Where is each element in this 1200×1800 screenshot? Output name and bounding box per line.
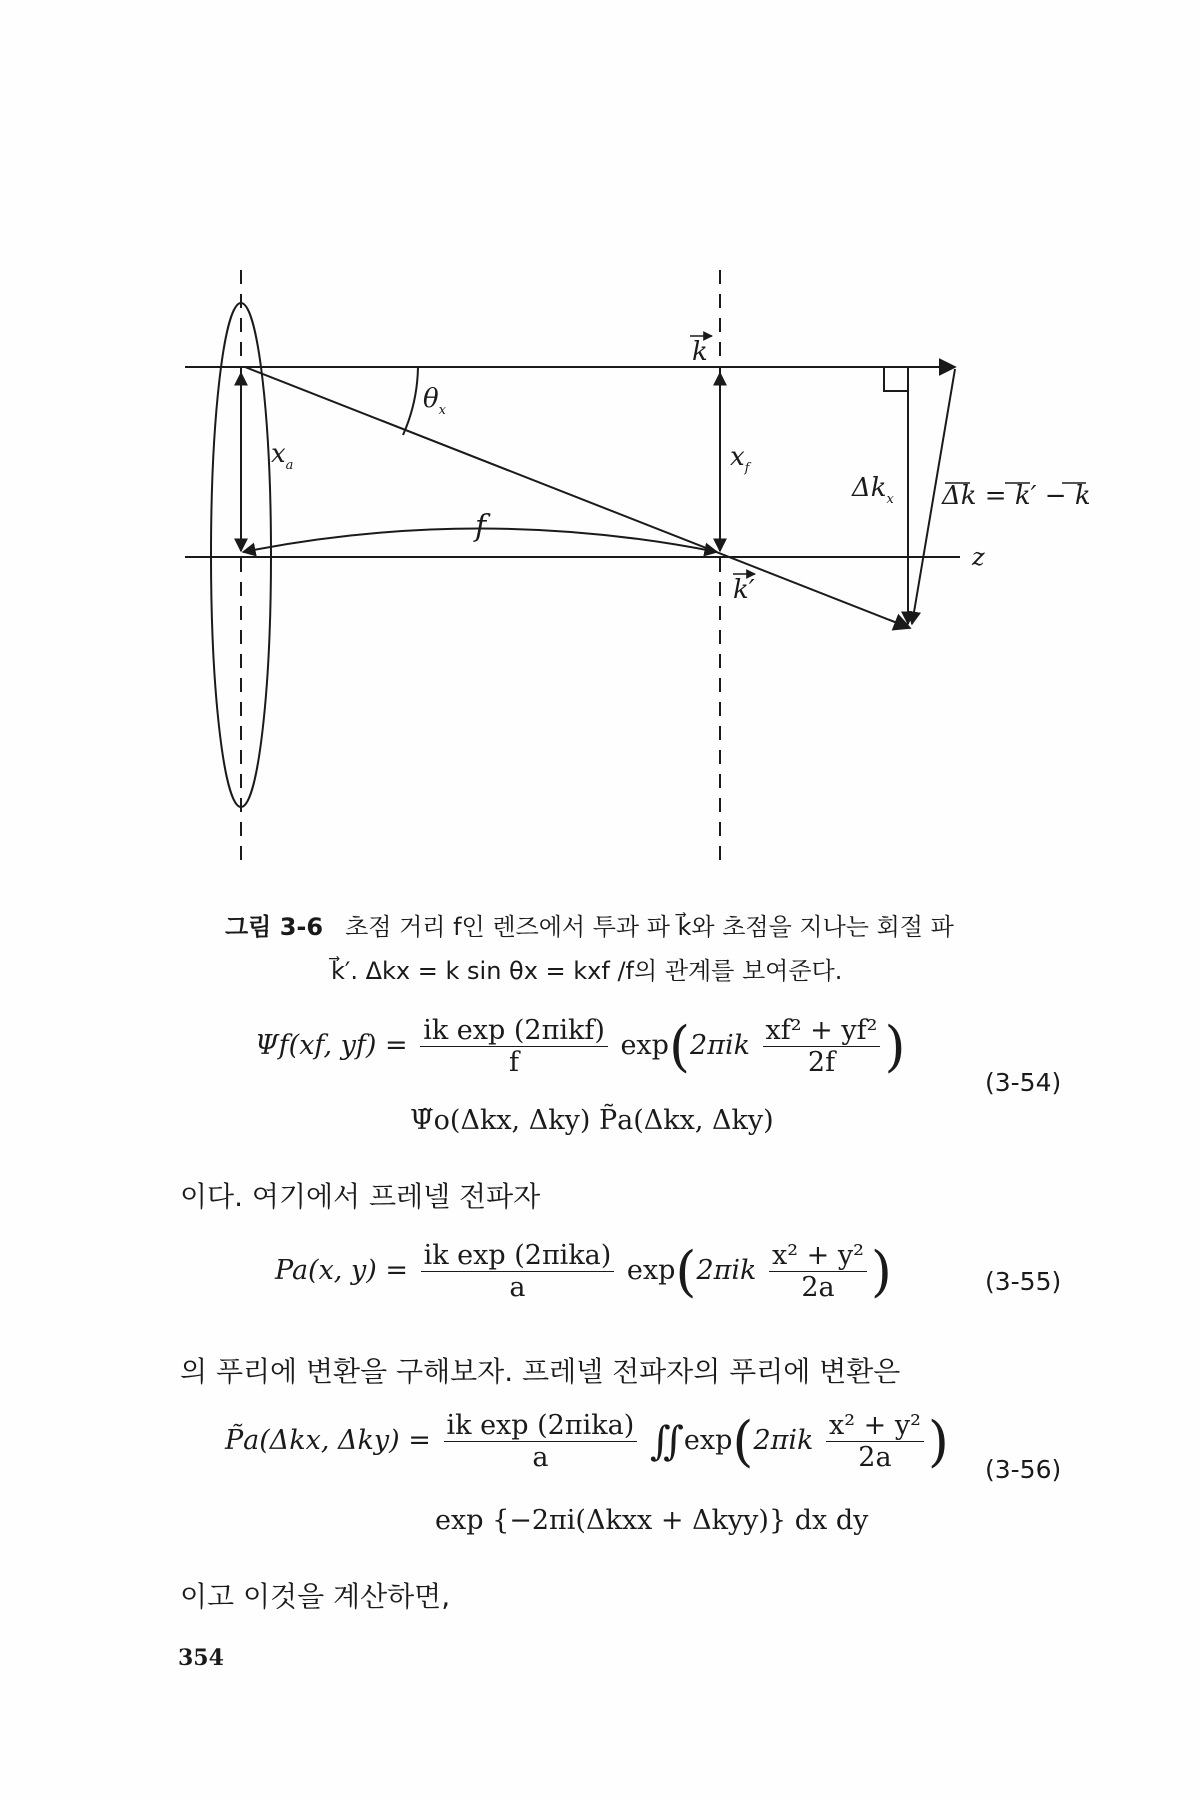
equation-3-55: Pa(x, y) = $\frac{\text{ik exp (2πika)}}{a}$ exp(2πik $\frac{\text{x² + y²}}{2a}$ ) xyxy=(275,1240,892,1303)
page-number: 354 xyxy=(178,1645,224,1671)
right-angle-mark xyxy=(884,367,908,391)
label-xa: $x_a$ xyxy=(271,439,294,473)
equation-number-3-56: (3-56) xyxy=(985,1455,1062,1484)
figure-caption xyxy=(225,905,1085,993)
label-delta-kx: $\Delta k_x$ xyxy=(852,473,894,507)
equation-3-54: Ψf(xf, yf) = $\frac{\text{ik exp (2πikf)}}{f}$ exp(2πik $\frac{\text{xf² + yf²}}{2f}$ ) xyxy=(255,1015,906,1078)
label-z: z xyxy=(972,543,985,571)
equation-3-56-line-2: exp {−2πi(Δkxx + Δkyy)} dx dy xyxy=(435,1505,869,1536)
label-k: k xyxy=(692,337,708,367)
label-f: f xyxy=(475,509,487,544)
label-theta: $\theta_x$ xyxy=(423,384,446,418)
caption-line-2: k⃗′. Δkx = k sin θx = kxf /f의 관계를 보여준다. xyxy=(331,957,843,985)
equation-3-54-line-2: Ψ̃o(Δkx, Δky) P̃a(Δkx, Δky) xyxy=(410,1105,774,1136)
theta-arc xyxy=(403,367,418,435)
paragraph-2: 의 푸리에 변환을 구해보자. 프레넬 전파자의 푸리에 변환은 xyxy=(180,1355,901,1388)
diffracted-ray-kprime xyxy=(245,367,910,628)
label-xf: $x_f$ xyxy=(730,442,750,476)
lens-diffraction-diagram xyxy=(0,0,1200,880)
caption-label: 그림 3-6 xyxy=(225,913,324,941)
equation-number-3-54: (3-54) xyxy=(985,1068,1062,1097)
caption-line-1 xyxy=(225,905,1085,949)
caption-text-1: 초점 거리 f인 렌즈에서 투과 파 k⃗와 초점을 지나는 회절 파 xyxy=(345,913,954,941)
label-kprime: k′ xyxy=(733,575,755,605)
equation-3-56: P̃a(Δkx, Δky) = $\frac{\text{ik exp (2πika)}}{a}$ ∬exp(2πik $\frac{\text{x² + y²}}{2a}$ ) xyxy=(225,1410,949,1473)
paragraph-3: 이고 이것을 계산하면, xyxy=(180,1580,451,1613)
label-delta-k-vector: Δk = k′ − k xyxy=(942,481,1091,511)
equation-number-3-55: (3-55) xyxy=(985,1267,1062,1296)
paragraph-1: 이다. 여기에서 프레넬 전파자 xyxy=(180,1180,541,1213)
